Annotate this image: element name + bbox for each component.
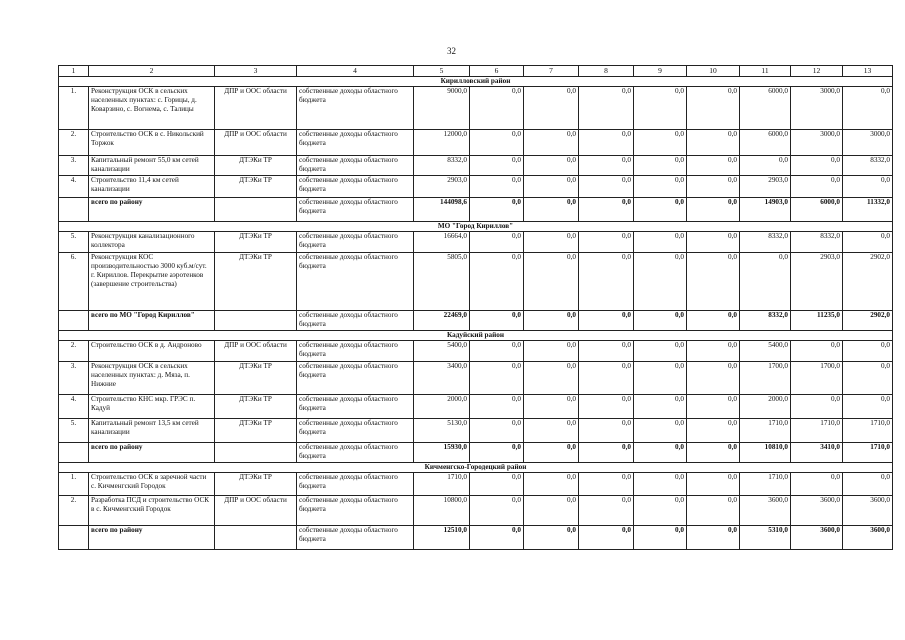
amount-cell: 1700,0	[791, 362, 843, 395]
amount-cell: 0,0	[579, 198, 634, 222]
funding-source: собственные доходы областного бюджета	[297, 198, 414, 222]
amount-cell: 0,0	[579, 341, 634, 362]
amount-cell: 0,0	[579, 496, 634, 526]
amount-cell: 2903,0	[740, 176, 791, 198]
amount-cell: 0,0	[524, 232, 579, 253]
column-header: 13	[843, 66, 893, 77]
amount-cell: 0,0	[634, 198, 687, 222]
amount-cell: 0,0	[634, 473, 687, 496]
project-name: Капитальный ремонт 13,5 км сетей канализации	[89, 419, 215, 443]
amount-cell: 0,0	[579, 130, 634, 156]
responsible-org	[215, 198, 297, 222]
amount-cell: 0,0	[524, 130, 579, 156]
row-number: 1.	[59, 473, 89, 496]
amount-cell: 8332,0	[740, 232, 791, 253]
section-row	[59, 77, 893, 87]
column-header: 10	[687, 66, 740, 77]
table-row	[59, 156, 893, 176]
amount-cell: 3600,0	[843, 526, 893, 550]
amount-cell: 0,0	[843, 362, 893, 395]
table-row	[59, 362, 893, 395]
table-row	[59, 253, 893, 311]
amount-cell: 3000,0	[843, 130, 893, 156]
column-header: 11	[740, 66, 791, 77]
amount-cell: 8332,0	[791, 232, 843, 253]
amount-cell: 1710,0	[740, 473, 791, 496]
funding-source: собственные доходы областного бюджета	[297, 496, 414, 526]
amount-cell: 0,0	[579, 473, 634, 496]
amount-cell: 22469,0	[414, 311, 470, 331]
column-header: 2	[89, 66, 215, 77]
amount-cell: 3400,0	[414, 362, 470, 395]
funding-source: собственные доходы областного бюджета	[297, 419, 414, 443]
amount-cell: 0,0	[470, 496, 524, 526]
column-header: 12	[791, 66, 843, 77]
project-name: Реконструкция ОСК в сельских населенных пунктах: с. Горицы, д. Коварзино, с. Вогнема, с. Талицы	[89, 87, 215, 130]
row-number: 1.	[59, 87, 89, 130]
amount-cell: 0,0	[579, 176, 634, 198]
amount-cell: 0,0	[634, 496, 687, 526]
amount-cell: 2902,0	[843, 311, 893, 331]
total-row	[59, 198, 893, 222]
amount-cell: 0,0	[470, 341, 524, 362]
amount-cell: 0,0	[791, 156, 843, 176]
amount-cell: 0,0	[524, 362, 579, 395]
amount-cell: 0,0	[634, 362, 687, 395]
responsible-org	[215, 443, 297, 463]
amount-cell: 0,0	[524, 253, 579, 311]
amount-cell: 0,0	[470, 443, 524, 463]
section-title: Кичменгско-Городецкий район	[59, 463, 893, 473]
amount-cell: 0,0	[634, 419, 687, 443]
amount-cell: 5310,0	[740, 526, 791, 550]
amount-cell: 0,0	[524, 156, 579, 176]
funding-source: собственные доходы областного бюджета	[297, 526, 414, 550]
amount-cell: 144098,6	[414, 198, 470, 222]
amount-cell: 0,0	[579, 419, 634, 443]
table-row	[59, 341, 893, 362]
responsible-org: ДПР и ООС области	[215, 87, 297, 130]
project-name: Строительство КНС мкр. ГРЭС п. Кадуй	[89, 395, 215, 419]
responsible-org: ДТЭКи ТР	[215, 176, 297, 198]
project-name: Строительство 11,4 км сетей канализации	[89, 176, 215, 198]
responsible-org: ДТЭКи ТР	[215, 362, 297, 395]
amount-cell: 0,0	[791, 473, 843, 496]
amount-cell: 0,0	[634, 526, 687, 550]
amount-cell: 0,0	[470, 176, 524, 198]
amount-cell: 0,0	[470, 198, 524, 222]
project-name: Реконструкция канализационного коллектора	[89, 232, 215, 253]
funding-source: собственные доходы областного бюджета	[297, 87, 414, 130]
amount-cell: 5400,0	[740, 341, 791, 362]
amount-cell: 3000,0	[791, 130, 843, 156]
funding-source: собственные доходы областного бюджета	[297, 311, 414, 331]
amount-cell: 0,0	[687, 362, 740, 395]
amount-cell: 5130,0	[414, 419, 470, 443]
amount-cell: 0,0	[470, 130, 524, 156]
section-title: Кадуйский район	[59, 331, 893, 341]
page-number: 32	[447, 46, 456, 56]
amount-cell: 1710,0	[740, 419, 791, 443]
responsible-org: ДТЭКи ТР	[215, 156, 297, 176]
funding-source: собственные доходы областного бюджета	[297, 130, 414, 156]
row-number	[59, 311, 89, 331]
amount-cell: 1700,0	[740, 362, 791, 395]
row-number: 3.	[59, 156, 89, 176]
total-row	[59, 526, 893, 550]
section-title: Кирилловский район	[59, 77, 893, 87]
section-row	[59, 222, 893, 232]
amount-cell: 0,0	[634, 443, 687, 463]
amount-cell: 3600,0	[791, 496, 843, 526]
amount-cell: 0,0	[843, 341, 893, 362]
table-row	[59, 232, 893, 253]
funding-source: собственные доходы областного бюджета	[297, 232, 414, 253]
amount-cell: 0,0	[843, 395, 893, 419]
amount-cell: 0,0	[579, 362, 634, 395]
funding-source: собственные доходы областного бюджета	[297, 395, 414, 419]
funding-source: собственные доходы областного бюджета	[297, 156, 414, 176]
project-name: Разработка ПСД и строительство ОСК в с. Кичменгский Городок	[89, 496, 215, 526]
amount-cell: 6000,0	[791, 198, 843, 222]
table-row	[59, 496, 893, 526]
header-row	[59, 66, 893, 77]
amount-cell: 8332,0	[740, 311, 791, 331]
amount-cell: 0,0	[687, 395, 740, 419]
amount-cell: 1710,0	[843, 419, 893, 443]
amount-cell: 12000,0	[414, 130, 470, 156]
amount-cell: 0,0	[843, 176, 893, 198]
project-name: Реконструкция КОС производительностью 3000 куб.м/сут. г. Кириллов. Перекрытие аэротенков (завершение строительства)	[89, 253, 215, 311]
amount-cell: 1710,0	[843, 443, 893, 463]
amount-cell: 2902,0	[843, 253, 893, 311]
amount-cell: 0,0	[470, 253, 524, 311]
amount-cell: 1710,0	[414, 473, 470, 496]
responsible-org	[215, 311, 297, 331]
responsible-org: ДПР и ООС области	[215, 496, 297, 526]
amount-cell: 0,0	[634, 156, 687, 176]
amount-cell: 0,0	[470, 232, 524, 253]
amount-cell: 0,0	[470, 419, 524, 443]
amount-cell: 3600,0	[843, 496, 893, 526]
column-header: 3	[215, 66, 297, 77]
amount-cell: 0,0	[579, 232, 634, 253]
project-name: Строительство ОСК в с. Никольский Торжок	[89, 130, 215, 156]
total-row	[59, 443, 893, 463]
amount-cell: 0,0	[579, 395, 634, 419]
amount-cell: 0,0	[843, 473, 893, 496]
amount-cell: 14903,0	[740, 198, 791, 222]
responsible-org: ДТЭКи ТР	[215, 232, 297, 253]
amount-cell: 0,0	[687, 198, 740, 222]
amount-cell: 0,0	[579, 443, 634, 463]
project-name: всего по району	[89, 443, 215, 463]
amount-cell: 3000,0	[791, 87, 843, 130]
row-number: 2.	[59, 130, 89, 156]
row-number: 6.	[59, 253, 89, 311]
project-name: Капитальный ремонт 55,0 км сетей канализации	[89, 156, 215, 176]
amount-cell: 0,0	[687, 496, 740, 526]
row-number: 4.	[59, 395, 89, 419]
amount-cell: 0,0	[687, 443, 740, 463]
amount-cell: 0,0	[634, 253, 687, 311]
amount-cell: 0,0	[579, 526, 634, 550]
amount-cell: 0,0	[687, 156, 740, 176]
amount-cell: 0,0	[470, 395, 524, 419]
section-row	[59, 331, 893, 341]
amount-cell: 3410,0	[791, 443, 843, 463]
amount-cell: 11332,0	[843, 198, 893, 222]
amount-cell: 0,0	[687, 311, 740, 331]
row-number: 5.	[59, 419, 89, 443]
row-number	[59, 526, 89, 550]
amount-cell: 0,0	[470, 311, 524, 331]
amount-cell: 2903,0	[414, 176, 470, 198]
total-row	[59, 311, 893, 331]
amount-cell: 0,0	[524, 341, 579, 362]
amount-cell: 8332,0	[843, 156, 893, 176]
table-row	[59, 130, 893, 156]
funding-source: собственные доходы областного бюджета	[297, 443, 414, 463]
responsible-org: ДТЭКи ТР	[215, 473, 297, 496]
amount-cell: 0,0	[470, 526, 524, 550]
amount-cell: 0,0	[524, 473, 579, 496]
row-number	[59, 198, 89, 222]
amount-cell: 3600,0	[740, 496, 791, 526]
amount-cell: 0,0	[524, 419, 579, 443]
table-row	[59, 473, 893, 496]
section-row	[59, 463, 893, 473]
amount-cell: 11235,0	[791, 311, 843, 331]
amount-cell: 0,0	[687, 130, 740, 156]
amount-cell: 12510,0	[414, 526, 470, 550]
project-name: всего по району	[89, 198, 215, 222]
amount-cell: 0,0	[687, 473, 740, 496]
amount-cell: 0,0	[470, 473, 524, 496]
amount-cell: 6000,0	[740, 87, 791, 130]
amount-cell: 2000,0	[414, 395, 470, 419]
table-row	[59, 176, 893, 198]
amount-cell: 0,0	[687, 419, 740, 443]
amount-cell: 0,0	[687, 253, 740, 311]
column-header: 6	[470, 66, 524, 77]
amount-cell: 0,0	[634, 341, 687, 362]
amount-cell: 0,0	[687, 341, 740, 362]
amount-cell: 0,0	[524, 526, 579, 550]
amount-cell: 0,0	[524, 395, 579, 419]
project-name: Реконструкция ОСК в сельских населенных пунктах: д. Мяза, п. Нижние	[89, 362, 215, 395]
amount-cell: 5805,0	[414, 253, 470, 311]
amount-cell: 0,0	[791, 395, 843, 419]
responsible-org: ДТЭКи ТР	[215, 253, 297, 311]
amount-cell: 0,0	[579, 311, 634, 331]
funding-source: собственные доходы областного бюджета	[297, 473, 414, 496]
amount-cell: 0,0	[524, 311, 579, 331]
amount-cell: 2000,0	[740, 395, 791, 419]
amount-cell: 0,0	[524, 87, 579, 130]
table-row	[59, 87, 893, 130]
amount-cell: 2903,0	[791, 253, 843, 311]
project-name: всего по МО "Город Кириллов"	[89, 311, 215, 331]
amount-cell: 10810,0	[740, 443, 791, 463]
row-number	[59, 443, 89, 463]
column-header: 8	[579, 66, 634, 77]
amount-cell: 0,0	[791, 341, 843, 362]
amount-cell: 0,0	[524, 443, 579, 463]
project-name: Строительство ОСК в д. Андроново	[89, 341, 215, 362]
row-number: 5.	[59, 232, 89, 253]
funding-source: собственные доходы областного бюджета	[297, 253, 414, 311]
amount-cell: 0,0	[579, 253, 634, 311]
amount-cell: 0,0	[634, 395, 687, 419]
section-title: МО "Город Кириллов"	[59, 222, 893, 232]
amount-cell: 0,0	[470, 362, 524, 395]
responsible-org: ДТЭКи ТР	[215, 395, 297, 419]
project-name: Строительство ОСК в заречной части с. Кичменгский Городок	[89, 473, 215, 496]
amount-cell: 0,0	[843, 232, 893, 253]
amount-cell: 0,0	[740, 156, 791, 176]
amount-cell: 3600,0	[791, 526, 843, 550]
column-header: 5	[414, 66, 470, 77]
amount-cell: 0,0	[524, 496, 579, 526]
column-header: 9	[634, 66, 687, 77]
amount-cell: 0,0	[687, 87, 740, 130]
amount-cell: 0,0	[579, 156, 634, 176]
responsible-org: ДТЭКи ТР	[215, 419, 297, 443]
amount-cell: 0,0	[634, 311, 687, 331]
table-row	[59, 395, 893, 419]
amount-cell: 0,0	[791, 176, 843, 198]
responsible-org	[215, 526, 297, 550]
amount-cell: 16664,0	[414, 232, 470, 253]
amount-cell: 0,0	[687, 176, 740, 198]
row-number: 3.	[59, 362, 89, 395]
amount-cell: 0,0	[634, 87, 687, 130]
amount-cell: 6000,0	[740, 130, 791, 156]
amount-cell: 0,0	[634, 176, 687, 198]
amount-cell: 10800,0	[414, 496, 470, 526]
amount-cell: 8332,0	[414, 156, 470, 176]
responsible-org: ДПР и ООС области	[215, 130, 297, 156]
column-header: 7	[524, 66, 579, 77]
amount-cell: 0,0	[634, 232, 687, 253]
funding-source: собственные доходы областного бюджета	[297, 341, 414, 362]
amount-cell: 0,0	[524, 176, 579, 198]
row-number: 4.	[59, 176, 89, 198]
responsible-org: ДПР и ООС области	[215, 341, 297, 362]
amount-cell: 1710,0	[791, 419, 843, 443]
amount-cell: 0,0	[687, 526, 740, 550]
amount-cell: 0,0	[687, 232, 740, 253]
amount-cell: 15930,0	[414, 443, 470, 463]
table-row	[59, 419, 893, 443]
amount-cell: 0,0	[524, 198, 579, 222]
row-number: 2.	[59, 496, 89, 526]
budget-table	[58, 65, 893, 550]
amount-cell: 0,0	[579, 87, 634, 130]
amount-cell: 0,0	[740, 253, 791, 311]
amount-cell: 9000,0	[414, 87, 470, 130]
amount-cell: 0,0	[634, 130, 687, 156]
amount-cell: 0,0	[470, 156, 524, 176]
amount-cell: 0,0	[470, 87, 524, 130]
funding-source: собственные доходы областного бюджета	[297, 176, 414, 198]
project-name: всего по району	[89, 526, 215, 550]
amount-cell: 5400,0	[414, 341, 470, 362]
funding-source: собственные доходы областного бюджета	[297, 362, 414, 395]
amount-cell: 0,0	[843, 87, 893, 130]
column-header: 4	[297, 66, 414, 77]
column-header: 1	[59, 66, 89, 77]
row-number: 2.	[59, 341, 89, 362]
